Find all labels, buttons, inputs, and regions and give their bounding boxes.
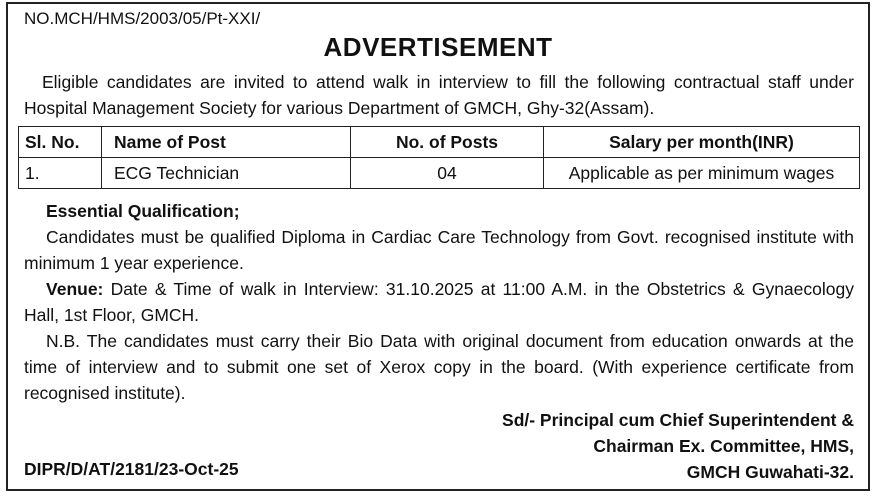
table-header-row [19,127,860,158]
venue-paragraph [24,276,854,328]
posts-table [18,126,860,189]
dipr-number: DIPR/D/AT/2181/23-Oct-25 [24,459,239,479]
signature-line-1: Sd/- Principal cum Chief Superintendent & [502,410,854,430]
page-title: ADVERTISEMENT [323,32,553,62]
cell-post-count: 04 [351,158,544,189]
nb-text: N.B. The candidates must carry their Bio Data with original document from education onwards at the time of interview and to submit one set of Xerox copy in the board. (With experience certificate from recognised institute). [24,331,854,403]
signature-line-2: Chairman Ex. Committee, HMS, [593,436,854,456]
intro-paragraph [24,69,854,121]
table-row [19,158,860,189]
reference-number: NO.MCH/HMS/2003/05/Pt-XXI/ [24,9,261,28]
header-name-of-post: Name of Post [102,127,351,158]
intro-text: Eligible candidates are invited to attend walk in interview to fill the following contractual staff under Hospital Management Society for various Department of GMCH, Ghy-32(Assam). [24,72,854,118]
cell-salary: Applicable as per minimum wages [544,158,860,189]
venue-label: Venue: [46,279,104,299]
header-salary: Salary per month(INR) [544,127,860,158]
header-no-of-posts: No. of Posts [351,127,544,158]
header-sl-no: Sl. No. [19,127,102,158]
venue-text: Date & Time of walk in Interview: 31.10.2025 at 11:00 A.M. in the Obstetrics & Gynaecology Hall, 1st Floor, GMCH. [24,279,854,325]
cell-post-name: ECG Technician [102,158,351,189]
nb-paragraph [24,328,854,406]
cell-sl-no: 1. [19,158,102,189]
qualification-text: Candidates must be qualified Diploma in Cardiac Care Technology from Govt. recognised institute with minimum 1 year experience. [24,227,854,273]
advertisement-body [24,198,854,406]
qualification-heading: Essential Qualification; [46,201,240,221]
signature-block [502,407,854,485]
advertisement-box [6,2,870,491]
qualification-paragraph [24,224,854,276]
signature-line-3: GMCH Guwahati-32. [686,462,854,482]
